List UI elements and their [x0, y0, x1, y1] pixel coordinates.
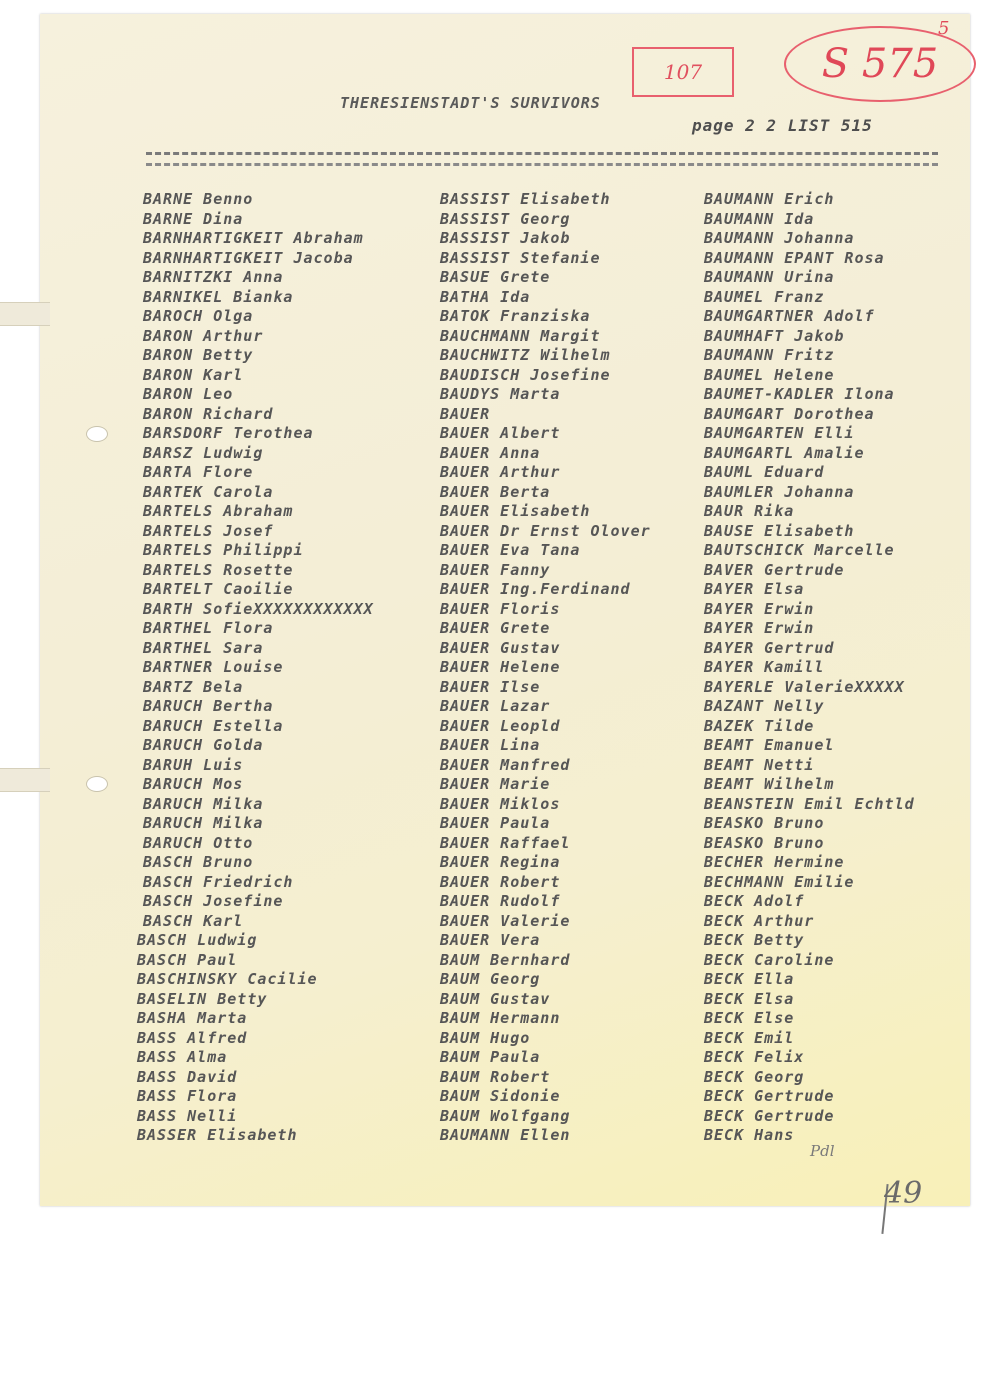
list-item: BASSIST Jakob: [440, 229, 571, 247]
list-item: BAUER Eva Tana: [440, 541, 581, 559]
list-item: BAUER Dr Ernst Olover: [440, 521, 651, 540]
list-item: BECK Georg: [704, 1067, 805, 1086]
list-item: BAUM Hugo: [440, 1028, 531, 1047]
list-item: BAUM Paula: [440, 1048, 541, 1066]
list-item: BAYERLE ValerieXXXXX: [704, 677, 905, 696]
list-item: BECK Ella: [704, 970, 795, 988]
list-item: BAYER Elsa: [704, 580, 805, 598]
list-item: BARTHEL Flora: [143, 619, 274, 637]
list-item: BASHA Marta: [137, 1009, 248, 1027]
list-item: BARTA Flore: [143, 463, 254, 481]
list-item: BECK Elsa: [704, 989, 795, 1008]
page-list-label: page 2 2 LIST 515: [692, 116, 873, 135]
list-item: BAUR Rika: [704, 502, 795, 520]
list-item: BAUER Rudolf: [440, 892, 561, 910]
list-item: BATOK Franziska: [440, 307, 591, 325]
list-item: BAUER Grete: [440, 619, 551, 637]
list-item: BECK Felix: [704, 1048, 805, 1066]
list-item: BARNITZKI Anna: [143, 268, 284, 286]
list-item: BAZEK Tilde: [704, 716, 815, 735]
list-item: BASS Flora: [137, 1087, 238, 1105]
punch-hole-bottom: [86, 776, 108, 792]
list-item: BASS David: [137, 1067, 238, 1086]
list-item: BAYER Gertrud: [704, 638, 835, 657]
list-item: BAUER Ilse: [440, 677, 541, 696]
list-item: BARON Richard: [143, 404, 274, 423]
list-item: BAUM Gustav: [440, 989, 551, 1008]
list-item: BAUM Wolfgang: [440, 1106, 571, 1125]
list-item: BARTELS Philippi: [143, 541, 304, 559]
list-item: BASS Nelli: [137, 1106, 238, 1125]
list-item: BASCH Paul: [137, 950, 238, 969]
list-item: BAUMANN Ellen: [440, 1126, 571, 1144]
list-item: BAUM Georg: [440, 970, 541, 988]
list-item: BECK Hans: [704, 1126, 795, 1144]
list-item: BAYER Erwin: [704, 599, 815, 618]
list-item: BARNIKEL Bianka: [143, 287, 294, 306]
list-item: BAUER Leopld: [440, 716, 561, 735]
list-item: BAUER Valerie: [440, 911, 571, 930]
list-item: BAUER Paula: [440, 814, 551, 832]
list-item: BARTEK Carola: [143, 482, 274, 501]
list-item: BAUER Elisabeth: [440, 502, 591, 520]
list-item: BAUER Anna: [440, 443, 541, 462]
list-item: BAUMEL Franz: [704, 287, 825, 306]
list-item: BAUMANN Ida: [704, 209, 815, 228]
list-item: BASUE Grete: [440, 268, 551, 286]
list-item: BAUM Bernhard: [440, 950, 571, 969]
list-item: BAUMANN Erich: [704, 190, 835, 208]
list-item: BAUMANN Urina: [704, 268, 835, 286]
list-item: BAUER Robert: [440, 872, 561, 891]
list-item: BARSZ Ludwig: [143, 443, 264, 462]
list-item: BAUM Sidonie: [440, 1087, 561, 1105]
list-item: BAUM Robert: [440, 1067, 551, 1086]
list-item: BARUCH Mos: [143, 775, 244, 793]
list-item: BAUMLER Johanna: [704, 482, 855, 501]
archive-code-text: S 575: [821, 41, 939, 87]
list-item: BASCH Bruno: [143, 853, 254, 871]
list-item: BASCH Karl: [143, 911, 244, 930]
list-item: BAUMANN EPANT Rosa: [704, 248, 885, 267]
list-item: BECK Gertrude: [704, 1106, 835, 1125]
list-item: BAUER Ing.Ferdinand: [440, 580, 631, 598]
list-item: BAUMHAFT Jakob: [704, 326, 845, 345]
list-item: BEASKO Bruno: [704, 814, 825, 832]
list-item: BEANSTEIN Emil Echtld: [704, 794, 915, 813]
list-item: BAUER Helene: [440, 658, 561, 676]
list-item: BAYER Kamill: [704, 658, 825, 676]
list-item: BAUER: [440, 404, 491, 423]
list-item: BAUER Regina: [440, 853, 561, 871]
list-item: BARUCH Otto: [143, 833, 254, 852]
list-item: BECK Else: [704, 1009, 795, 1027]
list-item: BAUER Floris: [440, 599, 561, 618]
list-item: BAUML Eduard: [704, 463, 825, 481]
list-item: BAUMGART Dorothea: [704, 404, 875, 423]
list-item: BECHMANN Emilie: [704, 872, 855, 891]
list-item: BARTELS Rosette: [143, 560, 294, 579]
list-item: BAUMANN Johanna: [704, 229, 855, 247]
list-item: BARSDORF Terothea: [143, 424, 314, 442]
handwritten-folio-number: 49: [884, 1176, 923, 1211]
handwritten-initials: Pdl: [810, 1142, 835, 1160]
name-column-1: [137, 190, 374, 1146]
list-item: BATHA Ida: [440, 287, 531, 306]
list-item: BASCH Friedrich: [143, 872, 294, 891]
list-item: BARTHEL Sara: [143, 638, 264, 657]
number-stamp-text: 107: [663, 60, 703, 84]
list-item: BARTELS Abraham: [143, 502, 294, 520]
list-item: BEAMT Netti: [704, 755, 815, 774]
list-item: BASSER Elisabeth: [137, 1126, 298, 1144]
header-divider: [146, 152, 938, 166]
binder-tab-top: [0, 302, 50, 326]
list-item: BARUH Luis: [143, 755, 244, 774]
list-item: BECK Arthur: [704, 911, 815, 930]
list-item: BAUDISCH Josefine: [440, 365, 611, 384]
list-item: BASCHINSKY Cacilie: [137, 970, 318, 988]
list-item: BARUCH Bertha: [143, 697, 274, 715]
list-item: BAUCHMANN Margit: [440, 326, 601, 345]
list-item: BARNE Dina: [143, 209, 244, 228]
list-item: BARNE Benno: [143, 190, 254, 208]
name-column-3: [704, 190, 915, 1146]
list-item: BARTH SofieXXXXXXXXXXXX: [143, 599, 374, 618]
list-item: BARTNER Louise: [143, 658, 284, 676]
page-title: THERESIENSTADT'S SURVIVORS: [340, 94, 601, 112]
list-item: BAUER Albert: [440, 424, 561, 442]
name-column-2: [440, 190, 651, 1146]
list-item: BARNHARTIGKEIT Abraham: [143, 229, 364, 247]
list-item: BEAMT Emanuel: [704, 736, 835, 754]
list-item: BECK Emil: [704, 1028, 795, 1047]
list-item: BARUCH Estella: [143, 716, 284, 735]
list-item: BAUER Lina: [440, 736, 541, 754]
list-item: BAUSE Elisabeth: [704, 521, 855, 540]
list-item: BASSIST Georg: [440, 209, 571, 228]
list-item: BAUER Berta: [440, 482, 551, 501]
list-item: BASCH Ludwig: [137, 931, 258, 949]
list-item: BARTZ Bela: [143, 677, 244, 696]
list-item: BAVER Gertrude: [704, 560, 845, 579]
punch-hole-top: [86, 426, 108, 442]
list-item: BAUER Vera: [440, 931, 541, 949]
list-item: BASS Alma: [137, 1048, 228, 1066]
list-item: BARON Karl: [143, 365, 244, 384]
list-item: BARON Betty: [143, 346, 254, 364]
list-item: BAUMEL Helene: [704, 365, 835, 384]
list-item: BAUTSCHICK Marcelle: [704, 541, 895, 559]
list-item: BECK Caroline: [704, 950, 835, 969]
binder-tab-middle: [0, 768, 50, 792]
list-item: BAYER Erwin: [704, 619, 815, 637]
list-item: BECHER Hermine: [704, 853, 845, 871]
list-item: BARUCH Milka: [143, 814, 264, 832]
list-item: BAUM Hermann: [440, 1009, 561, 1027]
list-item: BAUCHWITZ Wilhelm: [440, 346, 611, 364]
list-item: BARON Arthur: [143, 326, 264, 345]
list-item: BASSIST Elisabeth: [440, 190, 611, 208]
list-item: BARTELS Josef: [143, 521, 274, 540]
archive-code-superscript: 5: [938, 18, 950, 39]
list-item: BAUER Arthur: [440, 463, 561, 481]
list-item: BAZANT Nelly: [704, 697, 825, 715]
number-stamp: [632, 47, 734, 97]
list-item: BEASKO Bruno: [704, 833, 825, 852]
list-item: BARON Leo: [143, 385, 234, 403]
list-item: BAUER Manfred: [440, 755, 571, 774]
list-item: BASS Alfred: [137, 1028, 248, 1047]
list-item: BAUMGARTEN Elli: [704, 424, 855, 442]
list-item: BASSIST Stefanie: [440, 248, 601, 267]
list-item: BAUDYS Marta: [440, 385, 561, 403]
list-item: BAROCH Olga: [143, 307, 254, 325]
list-item: BAUER Gustav: [440, 638, 561, 657]
list-item: BARUCH Milka: [143, 794, 264, 813]
list-item: BEAMT Wilhelm: [704, 775, 835, 793]
list-item: BARUCH Golda: [143, 736, 264, 754]
list-item: BAUMGARTNER Adolf: [704, 307, 875, 325]
list-item: BECK Adolf: [704, 892, 805, 910]
list-item: BAUMGARTL Amalie: [704, 443, 865, 462]
list-item: BAUMANN Fritz: [704, 346, 835, 364]
list-item: BAUER Lazar: [440, 697, 551, 715]
list-item: BECK Betty: [704, 931, 805, 949]
list-item: BARNHARTIGKEIT Jacoba: [143, 248, 354, 267]
list-item: BASELIN Betty: [137, 989, 268, 1008]
list-item: BAUER Miklos: [440, 794, 561, 813]
list-item: BAUMET-KADLER Ilona: [704, 385, 895, 403]
list-item: BECK Gertrude: [704, 1087, 835, 1105]
list-item: BAUER Marie: [440, 775, 551, 793]
list-item: BAUER Raffael: [440, 833, 571, 852]
list-item: BASCH Josefine: [143, 892, 284, 910]
list-item: BARTELT Caoilie: [143, 580, 294, 598]
list-item: BAUER Fanny: [440, 560, 551, 579]
